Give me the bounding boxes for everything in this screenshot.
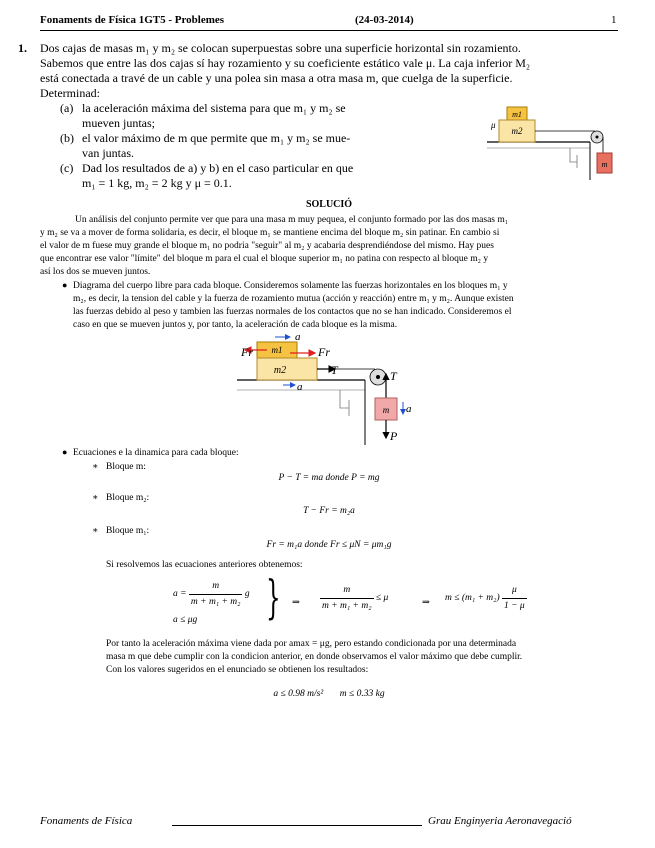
fbd-pulley-axle — [376, 375, 380, 379]
fbd-weight-label: P — [390, 429, 398, 443]
star-1: ∗ — [92, 462, 99, 472]
final-result: a ≤ 0.98 m/s² m ≤ 0.33 kg — [273, 689, 385, 699]
item-c-line-2: m₁ = 1 kg, m₂ = 2 kg y μ = 0.1. — [82, 176, 232, 190]
system-g: g — [244, 589, 250, 600]
hanging-block-label: m — [601, 160, 608, 169]
header-title: Fonaments de Física 1GT5 - Problemes — [40, 14, 225, 26]
item-a-line-1: la aceleración máxima del sistema para que m₁ y m₂ se — [82, 101, 346, 115]
system-brace: } — [266, 570, 281, 624]
block-m1-label: m1 — [512, 110, 522, 119]
fbd-line-2: m₂, es decir, la tension del cable y la fuerza de rozamiento mutua (acción y reacción) entre m₁ y m₂. Aunque existen — [73, 294, 514, 304]
system-a-eq: a = — [173, 589, 187, 600]
item-a-label: (a) — [60, 101, 74, 115]
fbd-tension-v-label: T — [390, 369, 397, 383]
system-frac1-den: m + m₁ + m₂ — [190, 596, 241, 607]
item-c-label: (c) — [60, 161, 74, 175]
system-right-lhs: m ≤ (m₁ + m₂) — [445, 593, 500, 604]
solution-title: SOLUCIÓ — [305, 199, 353, 210]
fbd-block-m2 — [257, 358, 317, 380]
free-body-diagram — [235, 330, 420, 445]
implies-1: ⇒ — [292, 598, 300, 608]
header-rule — [40, 30, 618, 31]
fbd-hanging-label: m — [382, 405, 390, 415]
fbd-friction-left-label: Fr — [241, 345, 253, 359]
fbd-line-1: Diagrama del cuerpo libre para cada bloque. Consideremos solamente las fuerzas horizontales en los bloques m₁ y — [73, 281, 508, 291]
header-date: (24-03-2014) — [355, 14, 414, 26]
conclusion-line-2: masa m que debe cumplir con la condicion anterior, en donde observamos el valor máximo que debe cumplir. — [106, 652, 523, 662]
fbd-accel-bottom-label: a — [297, 381, 303, 393]
problem-line-3: está conectada a travé de un cable y una polea sin masa a otra masa m, que cuelga de la superficie. — [40, 71, 513, 85]
system-line-1 — [173, 580, 250, 608]
bullet-1: ● — [62, 280, 68, 290]
equations-intro: Ecuaciones e la dinamica para cada bloque: — [73, 448, 239, 458]
fbd-friction-right-label: Fr — [318, 345, 330, 359]
footer-right: Grau Enginyeria Aeronavegació — [428, 815, 572, 827]
system-line-2: a ≤ μg — [173, 615, 198, 625]
star-3: ∗ — [92, 526, 99, 536]
bullet-2: ● — [62, 447, 68, 457]
system-middle — [320, 584, 388, 612]
problem-line-1: Dos cajas de masas m₁ y m₂ se colocan superpuestas sobre una superficie horizontal sin rozamiento. — [40, 41, 521, 55]
fbd-bracket — [340, 390, 349, 416]
implies-2: ⇒ — [422, 598, 430, 608]
fbd-accel-side-label: a — [406, 403, 412, 415]
conclusion-line-1: Por tanto la aceleración máxima viene dada por amax = μg, pero estando condicionada por una determinada — [106, 639, 517, 649]
system-fraction-3 — [502, 584, 527, 612]
system-fraction-1 — [189, 580, 243, 608]
conclusion-line-3: Con los valores sugeridos en el enunciado se obtienen los resultados: — [106, 665, 369, 675]
setup-figure — [485, 100, 620, 180]
intro-line-1: Un análisis del conjunto permite ver que para una masa m muy pequea, el conjunto formado por las dos masas m₁ — [75, 215, 509, 225]
intro-line-4: que encontrar ese valor "límite" del bloque m para el cual el bloque superior m₁ no patina con respecto al bloque m₂ y — [40, 254, 489, 264]
system-frac3-num: μ — [502, 584, 527, 599]
item-c-line-1: Dad los resultados de a) y b) en el caso particular en que — [82, 161, 354, 175]
page-number: 1 — [611, 14, 617, 26]
block-m2-heading: Bloque m₂: — [106, 493, 150, 503]
fbd-m1-label: m1 — [271, 345, 283, 355]
item-b-label: (b) — [60, 131, 74, 145]
equation-block-m2: T − Fr = m₂a — [303, 506, 355, 516]
fbd-line-3: las fuerzas debido al peso y tambien las fuerzas normales de los contactos que no se han indicado. Consideremos el — [73, 307, 512, 317]
star-2: ∗ — [92, 493, 99, 503]
intro-line-2: y m₂ se va a mover de forma solidaria, es decir, el bloque m₁ se mantiene encima del bloque m₂ sin patinar. En cambio si — [40, 228, 500, 238]
block-m1-heading: Bloque m₁: — [106, 526, 150, 536]
equation-block-m1: Fr = m₁a donde Fr ≤ μN = μm₁g — [266, 540, 392, 550]
item-b-line-1: el valor máximo de m que permite que m₁ y m₂ se mue- — [82, 131, 351, 145]
block-m-heading: Bloque m: — [106, 462, 146, 472]
problem-line-2: Sabemos que entre las dos cajas sí hay rozamiento y su coeficiente estático vale μ. La caja inferior M₂ — [40, 56, 531, 70]
system-frac2-num: m — [320, 584, 374, 599]
fbd-line-4: caso en que se mueven juntos y, por tanto, la aceleración de cada bloque es la misma. — [73, 320, 398, 330]
system-right — [445, 584, 527, 612]
system-fraction-2 — [320, 584, 374, 612]
pulley-bracket — [570, 148, 577, 168]
fbd-tension-h-label: T — [331, 363, 338, 377]
item-b-line-2: van juntas. — [82, 146, 134, 160]
problem-line-4: Determinad: — [40, 86, 100, 100]
equation-block-m: P − T = ma donde P = mg — [278, 473, 380, 483]
fbd-accel-top-label: a — [295, 331, 301, 343]
pulley-axle — [596, 136, 599, 139]
intro-line-3: el valor de m fuese muy grande el bloque m₁ no podria "seguir" al m₂ y acabaria desprendiéndose del mismo. Hay pues — [40, 241, 494, 251]
fbd-m2-label: m2 — [273, 365, 287, 376]
solve-intro: Si resolvemos las ecuaciones anteriores obtenemos: — [106, 560, 303, 570]
block-m2-label: m2 — [511, 126, 523, 136]
system-middle-tail: ≤ μ — [375, 593, 389, 604]
footer-rule — [172, 825, 422, 826]
mu-label: μ — [491, 120, 496, 130]
item-a-line-2: mueven juntas; — [82, 116, 155, 130]
system-frac3-den: 1 − μ — [504, 600, 525, 611]
footer-left: Fonaments de Física — [40, 815, 133, 827]
system-frac2-den: m + m₁ + m₂ — [322, 600, 372, 611]
system-frac1-num: m — [189, 580, 243, 595]
intro-line-5: así los dos se mueven juntos. — [40, 267, 151, 277]
problem-number: 1. — [18, 41, 27, 55]
